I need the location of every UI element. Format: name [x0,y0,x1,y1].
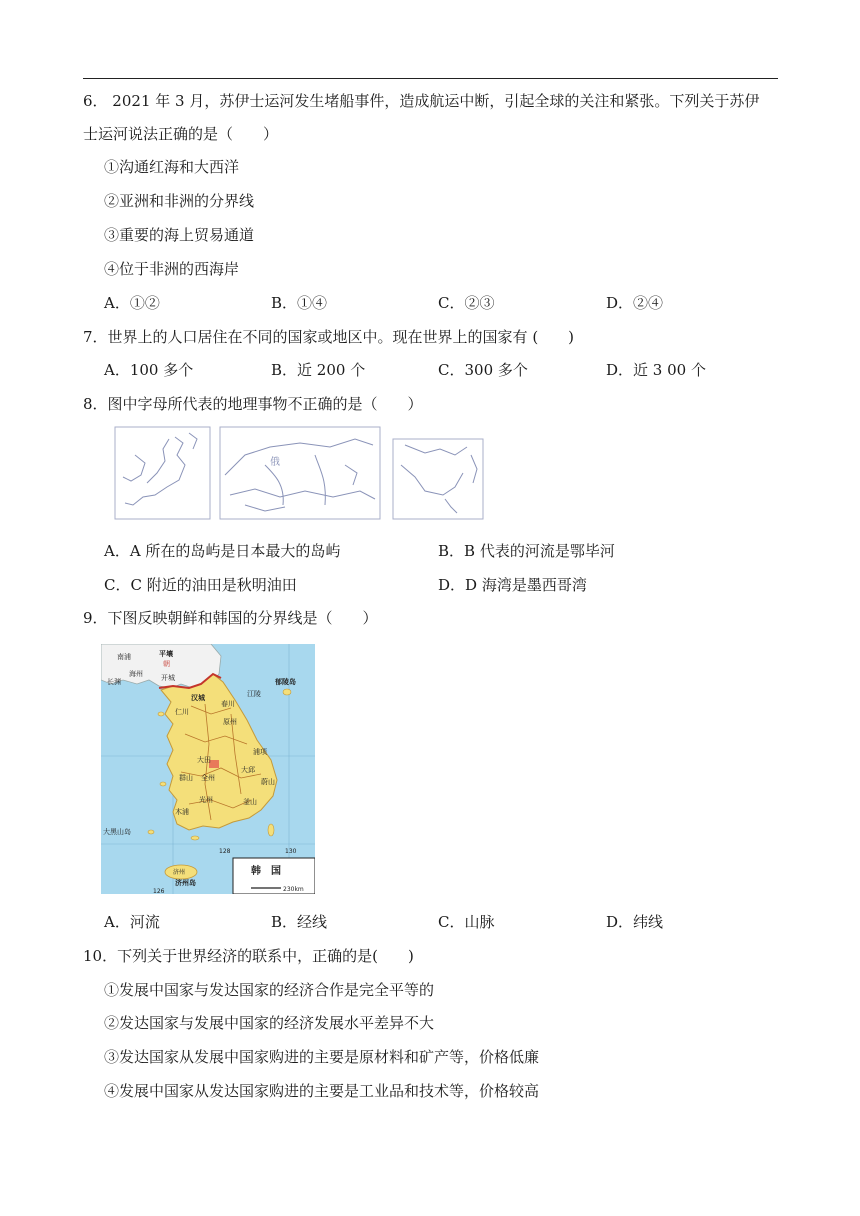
label-kaesong: 开城 [161,674,175,682]
label-seoul: 汉城 [191,694,205,702]
q6-option-d[interactable]: D．②④ [606,294,664,312]
q8-option-d[interactable]: D．D 海湾是墨西哥湾 [438,576,587,594]
label-gunsan: 群山 [179,774,193,782]
q6-statement-2: ②亚洲和非洲的分界线 [104,192,255,210]
label-pohang: 浦项 [253,748,267,756]
label-jeju-city: 济州 [173,869,186,876]
q8-option-c[interactable]: C．C 附近的油田是秋明油田 [104,576,297,594]
label-chao: 朝 [163,660,170,668]
label-jeonju: 全州 [201,774,215,782]
label-pyongyang: 平壤 [159,650,173,658]
korea-map-figure [101,644,315,894]
korea-map-svg [101,644,315,894]
label-busan: 釜山 [243,798,257,806]
q9-option-d[interactable]: D．纬线 [606,913,664,931]
q6-statement-4: ④位于非洲的西海岸 [104,260,240,278]
q9-option-c[interactable]: C．山脉 [438,913,495,931]
q8-map-label-russia: 俄 [270,457,280,468]
label-ulleungdo: 郁陵岛 [275,678,296,686]
label-incheon: 仁川 [175,708,189,716]
scale-label: 230km [283,886,304,893]
q9-option-b[interactable]: B．经线 [271,913,328,931]
q6-statement-3: ③重要的海上贸易通道 [104,226,255,244]
label-nampo: 南浦 [117,653,131,661]
q6-option-a[interactable]: A．①② [104,294,160,312]
label-mokpo: 木浦 [175,808,189,816]
q10-statement-1: ①发展中国家与发达国家的经济合作是完全平等的 [104,981,435,999]
label-daegu: 大邱 [241,766,255,774]
q8-map-figure [105,425,485,525]
q10-statement-4: ④发展中国家从发达国家购进的主要是工业品和技术等，价格较高 [104,1082,540,1100]
q6-option-b[interactable]: B．①④ [271,294,328,312]
longitude-128: 128 [219,848,231,855]
q6-stem-line1: 6． 2021 年 3 月，苏伊士运河发生堵船事件，造成航运中断，引起全球的关注和紧张。下列关于苏伊 [83,92,760,110]
legend-title-korea: 韩 国 [251,866,281,877]
longitude-126: 126 [153,888,165,894]
q9-stem: 9．下图反映朝鲜和韩国的分界线是（ ） [83,609,378,627]
label-ulsan: 蔚山 [261,778,275,786]
header-rule [83,78,778,79]
label-jangyon: 长渊 [107,678,121,686]
label-jejudo: 济州岛 [175,879,196,887]
label-haeju: 海州 [129,670,143,678]
q7-stem: 7．世界上的人口居住在不同的国家或地区中。现在世界上的国家有 ( ) [83,328,575,346]
q8-option-a[interactable]: A．A 所在的岛屿是日本最大的岛屿 [104,542,341,560]
q10-statement-3: ③发达国家从发展中国家购进的主要是原材料和矿产等，价格低廉 [104,1048,540,1066]
q7-option-a[interactable]: A．100 多个 [104,361,194,379]
q6-stem-line2: 士运河说法正确的是（ ） [83,125,279,143]
q6-statement-1: ①沟通红海和大西洋 [104,158,240,176]
q7-option-b[interactable]: B．近 200 个 [271,361,366,379]
label-daeheuksando: 大黑山岛 [103,828,131,836]
q7-option-d[interactable]: D．近 3 00 个 [606,361,706,379]
label-daejeon: 大田 [197,756,211,764]
label-chuncheon: 春川 [221,700,235,708]
label-gangneung: 江陵 [247,690,261,698]
q10-stem: 10．下列关于世界经济的联系中，正确的是( ) [83,947,414,965]
q6-option-c[interactable]: C．②③ [438,294,495,312]
q7-option-c[interactable]: C．300 多个 [438,361,528,379]
label-gwangju: 光州 [199,796,213,804]
longitude-130: 130 [285,848,297,855]
q9-option-a[interactable]: A．河流 [104,913,160,931]
q8-map-svg [105,425,485,525]
q10-statement-2: ②发达国家与发展中国家的经济发展水平差异不大 [104,1014,435,1032]
q8-stem: 8．图中字母所代表的地理事物不正确的是（ ） [83,395,423,413]
q8-option-b[interactable]: B．B 代表的河流是鄂毕河 [438,542,615,560]
label-wonju: 原州 [223,718,237,726]
